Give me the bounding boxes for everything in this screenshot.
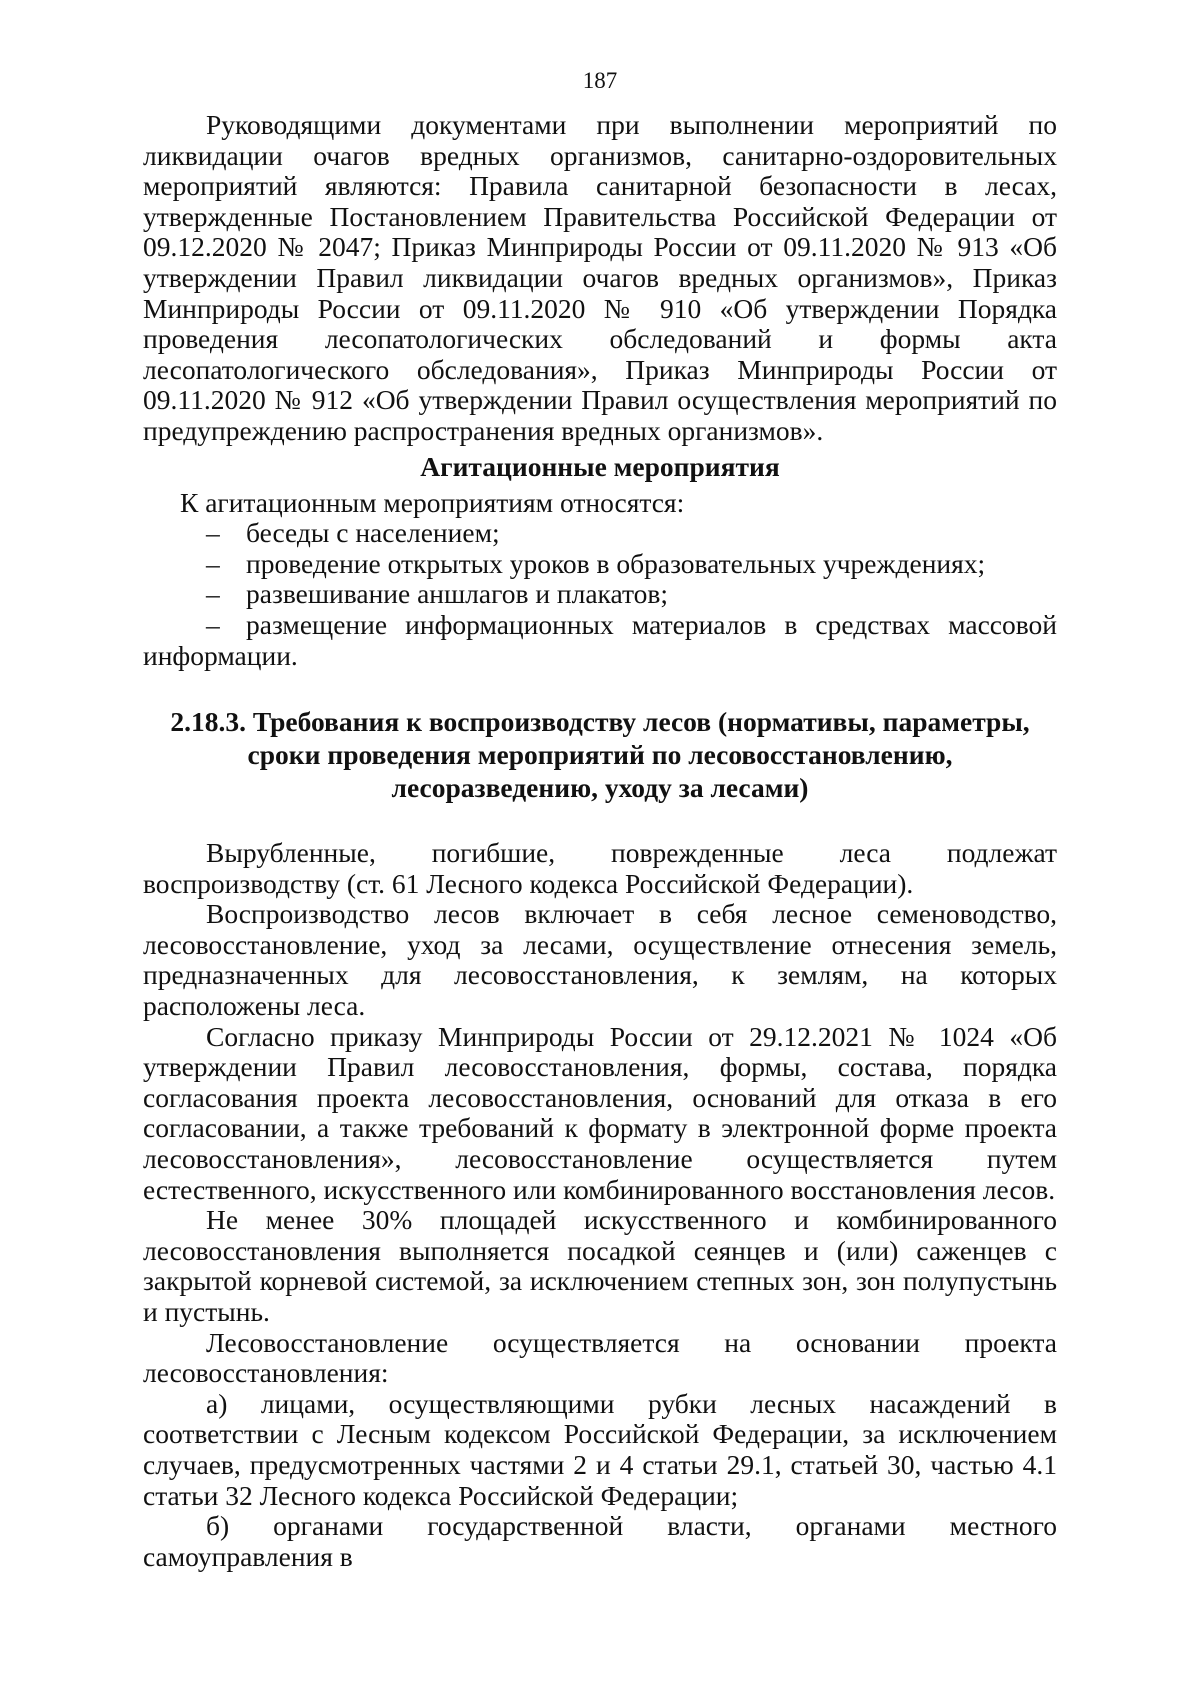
- list-item-text: развешивание аншлагов и плакатов;: [246, 578, 669, 610]
- document-page: [143, 66, 1057, 1572]
- section-paragraph: Согласно приказу Минприроды России от 29.12.2021 № 1024 «Об утверждении Правил лесовосстановления, формы, состава, порядка согласования проекта лесовосстановления, оснований для отказа в его согласовании, а также требований к формату в электронной форме проекта лесовосстановления», лесовосстановление осуществляется путем естественного, искусственного или комбинированного восстановления лесов.: [143, 1020, 1057, 1205]
- agitation-intro: К агитационным мероприятиям относятся:: [180, 486, 685, 518]
- section-paragraph: а) лицами, осуществляющими рубки лесных насаждений в соответствии с Лесным кодексом Российской Федерации, за исключением случаев, предусмотренных частями 2 и 4 статьи 29.1, статьей 30, частью 4.1 статьи 32 Лесного кодекса Российской Федерации;: [143, 1387, 1057, 1511]
- dash-marker: –: [206, 517, 220, 549]
- section-paragraph: Вырубленные, погибшие, поврежденные леса подлежат воспроизводству (ст. 61 Лесного кодекса Российской Федерации).: [143, 837, 1057, 899]
- dash-marker: –: [206, 578, 220, 610]
- section-paragraph: Лесовосстановление осуществляется на основании проекта лесовосстановления:: [143, 1326, 1057, 1389]
- paragraph-guiding-documents: Руководящими документами при выполнении мероприятий по ликвидации очагов вредных организмов, санитарно-оздоровительных мероприятий являются: Правила санитарной безопасности в лесах, утвержденные Постановлением Правительства Российской Федерации от 09.12.2020 № 2047; Приказ Минприроды России от 09.11.2020 № 913 «Об утверждении Правил ликвидации очагов вредных организмов», Приказ Минприроды России от 09.11.2020 № 910 «Об утверждении Порядка проведения лесопатологических обследований и формы акта лесопатологического обследования», Приказ Минприроды России от 09.11.2020 № 912 «Об утверждении Правил осуществления мероприятий по предупреждению распространения вредных организмов».: [143, 109, 1057, 446]
- dash-marker: –: [206, 547, 220, 579]
- agitation-heading: Агитационные мероприятия: [420, 450, 780, 482]
- section-paragraph: Воспроизводство лесов включает в себя лесное семеноводство, лесовосстановление, уход за лесами, осуществление отнесения земель, предназначенных для лесовосстановления, к землям, на которых расположены леса.: [143, 898, 1057, 1022]
- section-title: 2.18.3. Требования к воспроизводству лесов (нормативы, параметры, сроки проведения мероприятий по лесовосстановлению, лесоразведению, уходу за лесами): [170, 706, 1030, 804]
- list-item: [143, 610, 1057, 671]
- list-item: [143, 579, 1057, 610]
- list-item-text: беседы с населением;: [246, 517, 500, 549]
- dash-marker: –: [206, 608, 220, 640]
- list-item-text: проведение открытых уроков в образовательных учреждениях;: [246, 547, 986, 579]
- page-number: 187: [582, 68, 618, 93]
- list-item: [143, 549, 1057, 580]
- section-paragraph: б) органами государственной власти, органами местного самоуправления в: [143, 1510, 1057, 1572]
- list-item-text: размещение информационных материалов в средствах массовой информации.: [143, 608, 1057, 671]
- list-item: [143, 518, 1057, 549]
- section-paragraph: Не менее 30% площадей искусственного и комбинированного лесовосстановления выполняется посадкой сеянцев и (или) саженцев с закрытой корневой системой, за исключением степных зон, зон полупустынь и пустынь.: [143, 1204, 1057, 1327]
